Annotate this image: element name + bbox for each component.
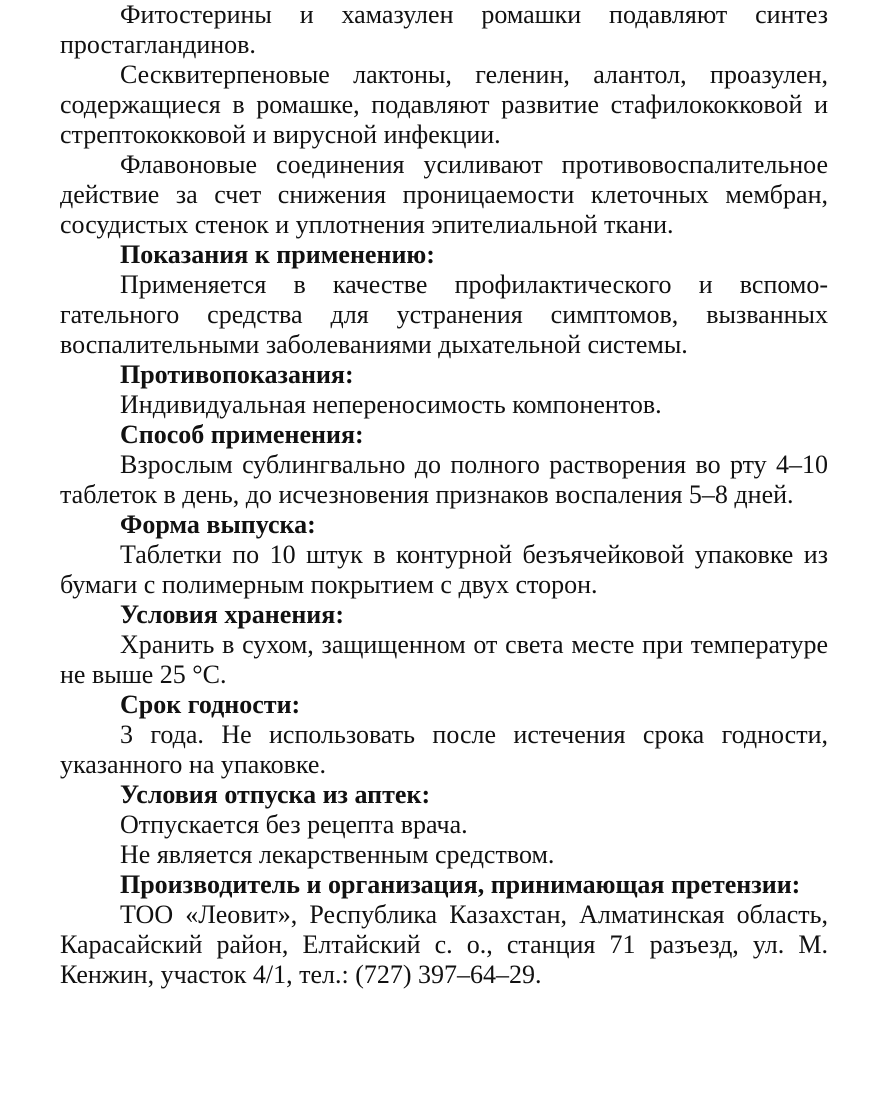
- text-form: Таблетки по 10 штук в контурной безъячейковой упаковке из бумаги с полимерным покрытием с двух сторон.: [60, 540, 828, 599]
- text-indications: Применяется в качестве профилактического и вспомогательного средства для устранения симптомов, вызванных воспалительными заболеваниями дыхательной системы.: [60, 270, 828, 359]
- text-manufacturer: ТОО «Леовит», Республика Казахстан, Алматинская область, Карасайский район, Елтайский с. о., станция 71 разъезд, ул. М. Кенжин, участок 4/1, тел.: (727) 397–64–29.: [60, 900, 828, 989]
- text-contraindications: Индивидуальная непереносимость компонентов.: [120, 390, 662, 419]
- paragraph-flavones: Флавоновые соединения усиливают противовоспалительное действие за счет снижения проницаемости клеточных мембран, сосудистых стенок и уплотнения эпителиальной ткани.: [60, 150, 828, 239]
- paragraph-lactones: Сесквитерпеновые лактоны, геленин, алантол, проазулен, содержащиеся в ромашке, подавляют развитие стафилококковой и стрептококковой и вирусной инфекции.: [60, 60, 828, 149]
- heading-storage: Условия хранения:: [120, 600, 345, 629]
- heading-shelf-life: Срок годности:: [120, 690, 301, 719]
- heading-dispensing: Условия отпуска из аптек:: [120, 780, 431, 809]
- heading-form: Форма выпуска:: [120, 510, 316, 539]
- paragraph-phytosterols: Фитостерины и хамазулен ромашки подавляют синтез простагландинов.: [60, 0, 828, 59]
- text-shelf-life: 3 года. Не использовать после истечения срока годности, указанного на упаковке.: [60, 720, 828, 779]
- heading-manufacturer: Производитель и организация, принимающая претензии:: [120, 870, 801, 899]
- text-dispensing-not-drug: Не является лекарственным средством.: [120, 840, 555, 869]
- text-usage: Взрослым сублингвально до полного растворения во рту 4–10 таблеток в день, до исчезновения признаков воспаления 5–8 дней.: [60, 450, 828, 509]
- heading-indications: Показания к применению:: [120, 240, 435, 269]
- text-storage: Хранить в сухом, защищенном от света месте при температуре не выше 25 °С.: [60, 630, 828, 689]
- heading-contraindications: Противопоказания:: [120, 360, 354, 389]
- text-dispensing-prescription: Отпускается без рецепта врача.: [120, 810, 468, 839]
- heading-usage: Способ применения:: [120, 420, 364, 449]
